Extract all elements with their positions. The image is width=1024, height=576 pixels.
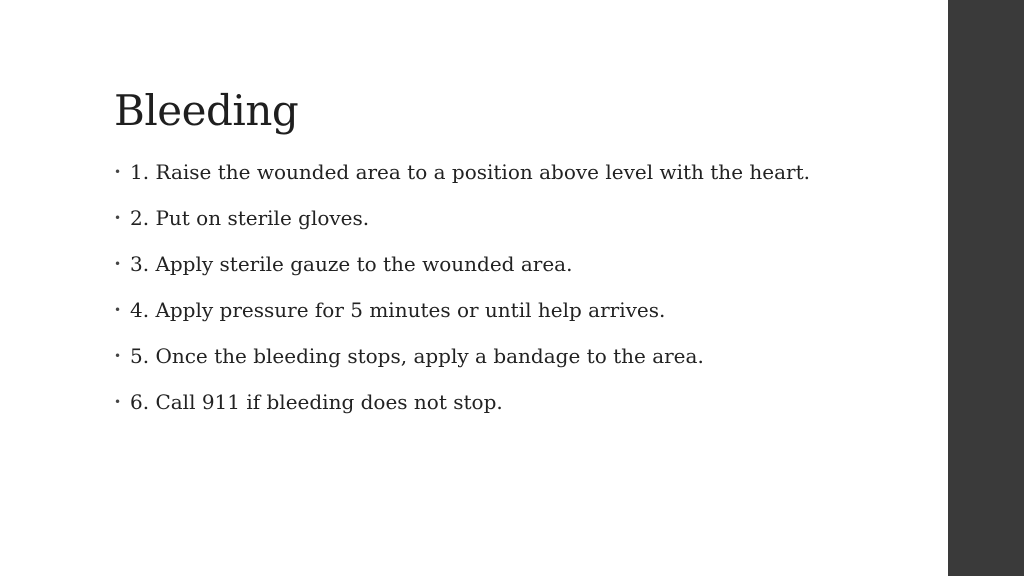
bullet-marker: •: [114, 165, 122, 179]
bullet-item-4: [114, 296, 814, 325]
bullet-list: [114, 158, 814, 434]
bullet-marker: •: [114, 349, 122, 363]
bullet-marker: •: [114, 211, 122, 225]
bullet-item-3: [114, 250, 814, 279]
bullet-item-5: [114, 342, 814, 371]
bullet-text: 6. Call 911 if bleeding does not stop.: [130, 390, 503, 414]
bullet-marker: •: [114, 395, 122, 409]
bullet-text: 2. Put on sterile gloves.: [130, 206, 370, 230]
bullet-item-1: [114, 158, 814, 187]
bullet-text: 5. Once the bleeding stops, apply a bandage to the area.: [130, 344, 704, 368]
bullet-marker: •: [114, 257, 122, 271]
bullet-marker: •: [114, 303, 122, 317]
bullet-text: 3. Apply sterile gauze to the wounded area.: [130, 252, 573, 276]
slide-title: Bleeding: [114, 86, 299, 135]
side-accent-bar: [948, 0, 1024, 576]
bullet-text: 4. Apply pressure for 5 minutes or until help arrives.: [130, 298, 666, 322]
bullet-text: 1. Raise the wounded area to a position above level with the heart.: [130, 160, 810, 184]
bullet-item-2: [114, 204, 814, 233]
bullet-item-6: [114, 388, 814, 417]
